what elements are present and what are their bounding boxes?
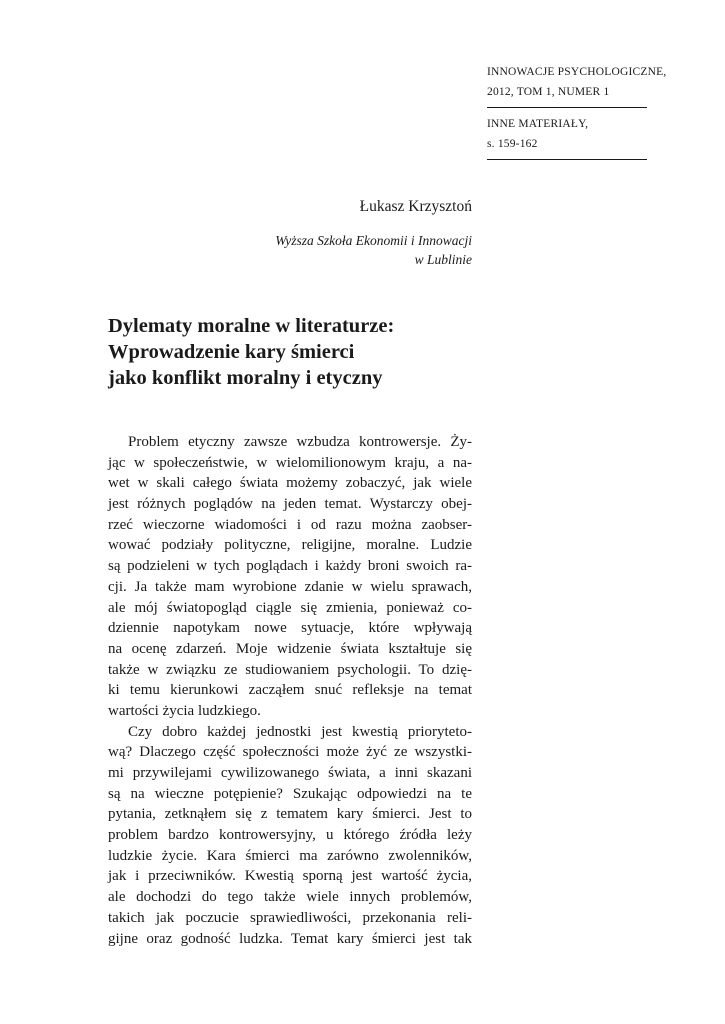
body-line: także w związku ze studiowaniem psychologii. To dzię- <box>108 661 472 678</box>
body-line: Problem etyczny zawsze wzbudza kontrowersje. Ży- <box>128 434 472 450</box>
journal-divider-bottom <box>487 159 647 160</box>
author-affiliation <box>275 231 472 269</box>
body-line: ludzkie życie. Kara śmierci ma zarówno zwolenników, <box>108 847 472 864</box>
body-line: jąc w społeczeństwie, w wielomilionowym kraju, a na- <box>108 454 472 471</box>
journal-name: INNOWACJE PSYCHOLOGICZNE, <box>487 66 667 78</box>
title-line-2: Wprowadzenie kary śmierci <box>108 341 355 363</box>
body-line: wować podziały polityczne, religijne, moralne. Ludzie <box>108 537 472 554</box>
body-line: ki temu kierunkowi zacząłem snuć refleksje na temat <box>108 682 472 699</box>
body-line: są na wieczne potępienie? Szukając odpowiedzi na te <box>108 785 472 802</box>
body-line: dziennie napotykam nowe sytuacje, które wpływają <box>108 620 472 637</box>
body-line: gijne oraz godność ludzka. Temat kary śmierci jest tak <box>108 930 472 947</box>
body-line: Czy dobro każdej jednostki jest kwestią priorytetо- <box>128 723 472 740</box>
body-line: ale mój światopogląd ciągle się zmienia, ponieważ co- <box>108 599 472 616</box>
journal-divider <box>487 107 647 108</box>
body-line: na ocenę zdarzeń. Moje widzenie świata kształtuje się <box>108 640 472 657</box>
body-line: jak i przeciwników. Kwestią sporną jest wartość życia, <box>108 868 472 885</box>
body-line: rzeć wieczorne wiadomości i od razu można zaobser- <box>108 516 472 533</box>
article-title <box>108 313 394 391</box>
body-line: mi przywilejami cywilizowanego świata, a inni skazani <box>108 765 472 781</box>
body-line: są podzieleni w tych poglądach i każdy broni swoich ra- <box>108 558 472 575</box>
journal-section: INNE MATERIAŁY, <box>487 118 589 130</box>
body-line: jest różnych poglądów na jeden temat. Wystarczy obej- <box>108 496 472 513</box>
journal-info <box>487 62 667 166</box>
body-line: takich jak poczucie sprawiedliwości, przekonania reli- <box>108 909 472 926</box>
body-line: wartości życia ludzkiego. <box>108 702 261 719</box>
title-line-1: Dylematy moralne w literaturze: <box>108 315 395 337</box>
body-line: pytania, zetknąłem się z tematem kary śmierci. Jest to <box>108 806 472 823</box>
affiliation-line-1: Wyższa Szkoła Ekonomii i Innowacji <box>275 233 472 248</box>
title-line-3: jako konflikt moralny i etyczny <box>108 367 383 389</box>
body-line: ale dochodzi do tego także wiele innych problemów, <box>108 889 472 906</box>
journal-pages: s. 159-162 <box>487 138 538 150</box>
body-line: wet w skali całego świata możemy zobaczyć, jak wiele <box>108 475 472 492</box>
journal-volume: 2012, TOM 1, NUMER 1 <box>487 86 610 98</box>
body-line: cji. Ja także mam wyrobione zdanie w wielu sprawach, <box>108 578 472 595</box>
body-line: wą? Dlaczego część społeczności może żyć ze wszystki- <box>108 744 472 761</box>
article-body <box>108 432 472 949</box>
affiliation-line-2: w Lublinie <box>414 252 472 267</box>
author-name: Łukasz Krzysztoń <box>359 198 472 215</box>
body-line: problem bardzo kontrowersyjny, u którego źródła leży <box>108 827 472 844</box>
